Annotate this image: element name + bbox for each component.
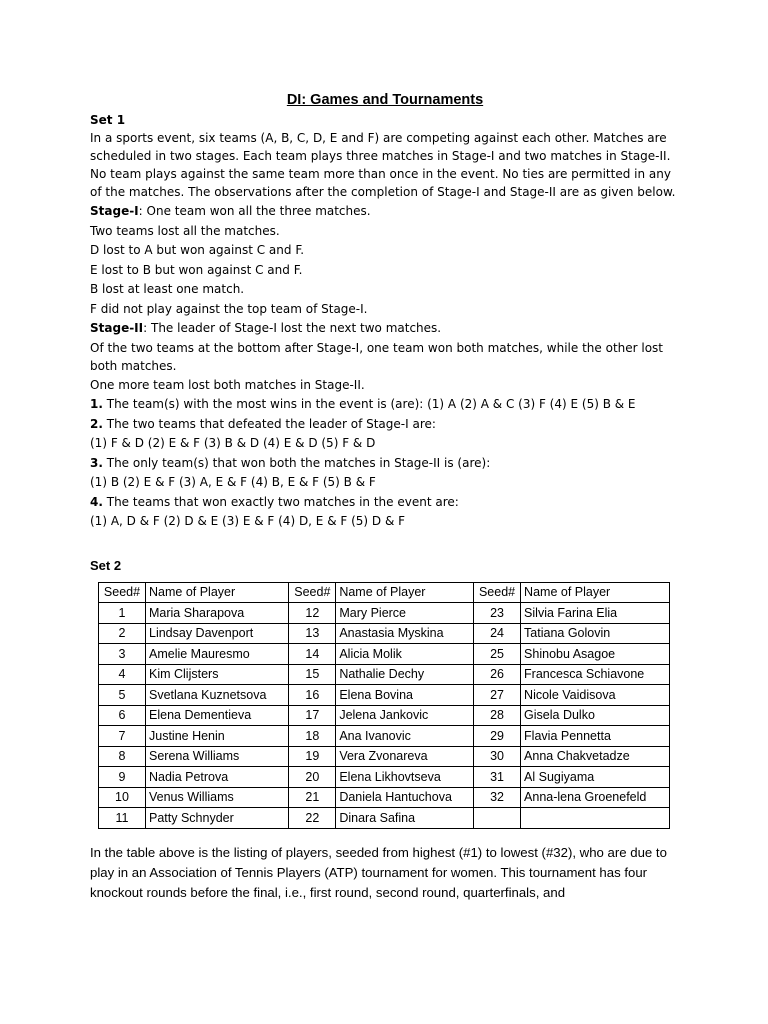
player-name-cell: Ana Ivanovic [336,726,474,747]
player-name-cell: Elena Bovina [336,685,474,706]
stage1-line: E lost to B but won against C and F. [90,262,303,277]
player-name-cell: Maria Sharapova [146,603,289,624]
seed-cell: 29 [474,726,521,747]
player-name-cell: Shinobu Asagoe [521,644,670,665]
question-2-options: (1) F & D (2) E & F (3) B & D (4) E & D (5) F & D [90,436,376,450]
question-text: The only team(s) that won both the matches in Stage-II is (are): [102,455,491,470]
question-3-options: (1) B (2) E & F (3) A, E & F (4) B, E & F (5) B & F [90,475,376,489]
seed-cell: 12 [289,603,336,624]
seed-cell: 2 [99,623,146,644]
player-name-cell: Kim Clijsters [146,664,289,685]
stage1-line: F did not play against the top team of Stage-I. [90,301,368,316]
stage2-label: Stage-II [90,321,144,335]
stage2-last-line: One more team lost both matches in Stage-II. [90,377,365,392]
table-row [99,746,670,767]
player-name-cell: Dinara Safina [336,808,474,829]
seed-cell: 13 [289,623,336,644]
player-name-cell: Vera Zvonareva [336,746,474,767]
seed-cell: 16 [289,685,336,706]
table-row [99,644,670,665]
player-name-cell [521,808,670,829]
player-name-cell: Alicia Molik [336,644,474,665]
question-number: 1. [90,397,103,411]
stage1-line: D lost to A but won against C and F. [90,243,305,257]
question-number: 3. [90,455,103,470]
seed-cell: 3 [99,644,146,665]
seed-cell: 25 [474,644,521,665]
seed-cell: 30 [474,746,521,767]
table-body [99,603,670,829]
player-name-cell: Daniela Hantuchova [336,787,474,808]
player-name-cell: Anastasia Myskina [336,623,474,644]
question-1 [90,395,680,415]
seed-cell: 19 [289,746,336,767]
seed-cell: 27 [474,685,521,706]
table-row [99,808,670,829]
seed-cell: 14 [289,644,336,665]
table-row [99,726,670,747]
set1-intro: In a sports event, six teams (A, B, C, D, E and F) are competing against each other. Matches are scheduled in two stages. Each team plays three matches in Stage-I and two matches in Stage-II. No team plays against the same team more than once in the event. No ties are permitted in any of the matches. The observations after the completion of Stage-I and Stage-II are as given below. [90,131,676,199]
table-row [99,603,670,624]
seed-cell: 6 [99,705,146,726]
table-row [99,685,670,706]
header-seed: Seed# [474,582,521,603]
seed-cell: 28 [474,705,521,726]
table-row [99,705,670,726]
question-4 [90,493,680,513]
player-name-cell: Anna-lena Groenefeld [521,787,670,808]
stage2-first-text: : The leader of Stage-I lost the next two matches. [143,321,442,335]
stage1-line: Two teams lost all the matches. [90,223,280,238]
player-name-cell: Amelie Mauresmo [146,644,289,665]
seed-cell: 1 [99,603,146,624]
player-name-cell: Justine Henin [146,726,289,747]
question-3 [90,454,680,474]
seed-cell: 11 [99,808,146,829]
player-name-cell: Svetlana Kuznetsova [146,685,289,706]
seed-cell: 31 [474,767,521,788]
seed-cell: 22 [289,808,336,829]
seed-cell: 20 [289,767,336,788]
player-name-cell: Patty Schnyder [146,808,289,829]
stage1-label: Stage-I [90,204,139,218]
question-number: 4. [90,494,103,509]
player-name-cell: Gisela Dulko [521,705,670,726]
question-text: The teams that won exactly two matches in the event are: [102,494,459,509]
seed-cell: 15 [289,664,336,685]
header-seed: Seed# [99,582,146,603]
seed-cell: 10 [99,787,146,808]
player-name-cell: Tatiana Golovin [521,623,670,644]
player-name-cell: Silvia Farina Elia [521,603,670,624]
player-name-cell: Lindsay Davenport [146,623,289,644]
question-4-options: (1) A, D & F (2) D & E (3) E & F (4) D, E & F (5) D & F [90,514,406,528]
player-name-cell: Al Sugiyama [521,767,670,788]
header-name: Name of Player [336,582,474,603]
player-name-cell: Flavia Pennetta [521,726,670,747]
question-2 [90,415,680,435]
seed-cell: 18 [289,726,336,747]
player-name-cell: Nadia Petrova [146,767,289,788]
seed-cell: 21 [289,787,336,808]
set2-description: In the table above is the listing of players, seeded from highest (#1) to lowest (#32), who are due to play in an Association of Tennis Players (ATP) tournament for women. This tournament has four knockout rounds before the final, i.e., first round, second round, quarterfinals, and [90,844,667,900]
seed-cell: 4 [99,664,146,685]
seed-cell: 32 [474,787,521,808]
player-name-cell: Jelena Jankovic [336,705,474,726]
player-name-cell: Francesca Schiavone [521,664,670,685]
header-name: Name of Player [146,582,289,603]
table-row [99,787,670,808]
player-name-cell: Nicole Vaidisova [521,685,670,706]
table-row [99,664,670,685]
player-name-cell: Anna Chakvetadze [521,746,670,767]
player-name-cell: Mary Pierce [336,603,474,624]
player-name-cell: Serena Williams [146,746,289,767]
question-number: 2. [90,416,103,431]
seed-cell: 26 [474,664,521,685]
table-row [99,767,670,788]
player-name-cell: Elena Dementieva [146,705,289,726]
question-text: The team(s) with the most wins in the event is (are): (1) A (2) A & C (3) F (4) E (5) B & E [102,397,636,411]
seed-table [98,582,670,829]
header-name: Name of Player [521,582,670,603]
question-text: The two teams that defeated the leader of Stage-I are: [102,416,436,431]
stage1-first-line [90,202,680,222]
player-name-cell: Elena Likhovtseva [336,767,474,788]
seed-cell: 7 [99,726,146,747]
player-name-cell: Venus Williams [146,787,289,808]
page-title: DI: Games and Tournaments [286,92,484,108]
set2-heading: Set 2 [90,557,122,573]
seed-cell: 24 [474,623,521,644]
seed-cell: 17 [289,705,336,726]
seed-cell: 9 [99,767,146,788]
stage2-paragraph: Of the two teams at the bottom after Stage-I, one team won both matches, while the other lost both matches. [90,340,664,373]
seed-cell: 8 [99,746,146,767]
document-page [90,92,680,903]
table-header-row [99,582,670,603]
stage1-line: B lost at least one match. [90,282,245,296]
stage1-first-text: : One team won all the three matches. [138,204,371,218]
header-seed: Seed# [289,582,336,603]
table-row [99,623,670,644]
player-name-cell: Nathalie Dechy [336,664,474,685]
seed-cell: 5 [99,685,146,706]
seed-cell [474,808,521,829]
seed-cell: 23 [474,603,521,624]
stage2-first-line [90,319,680,339]
set1-heading: Set 1 [90,113,126,127]
